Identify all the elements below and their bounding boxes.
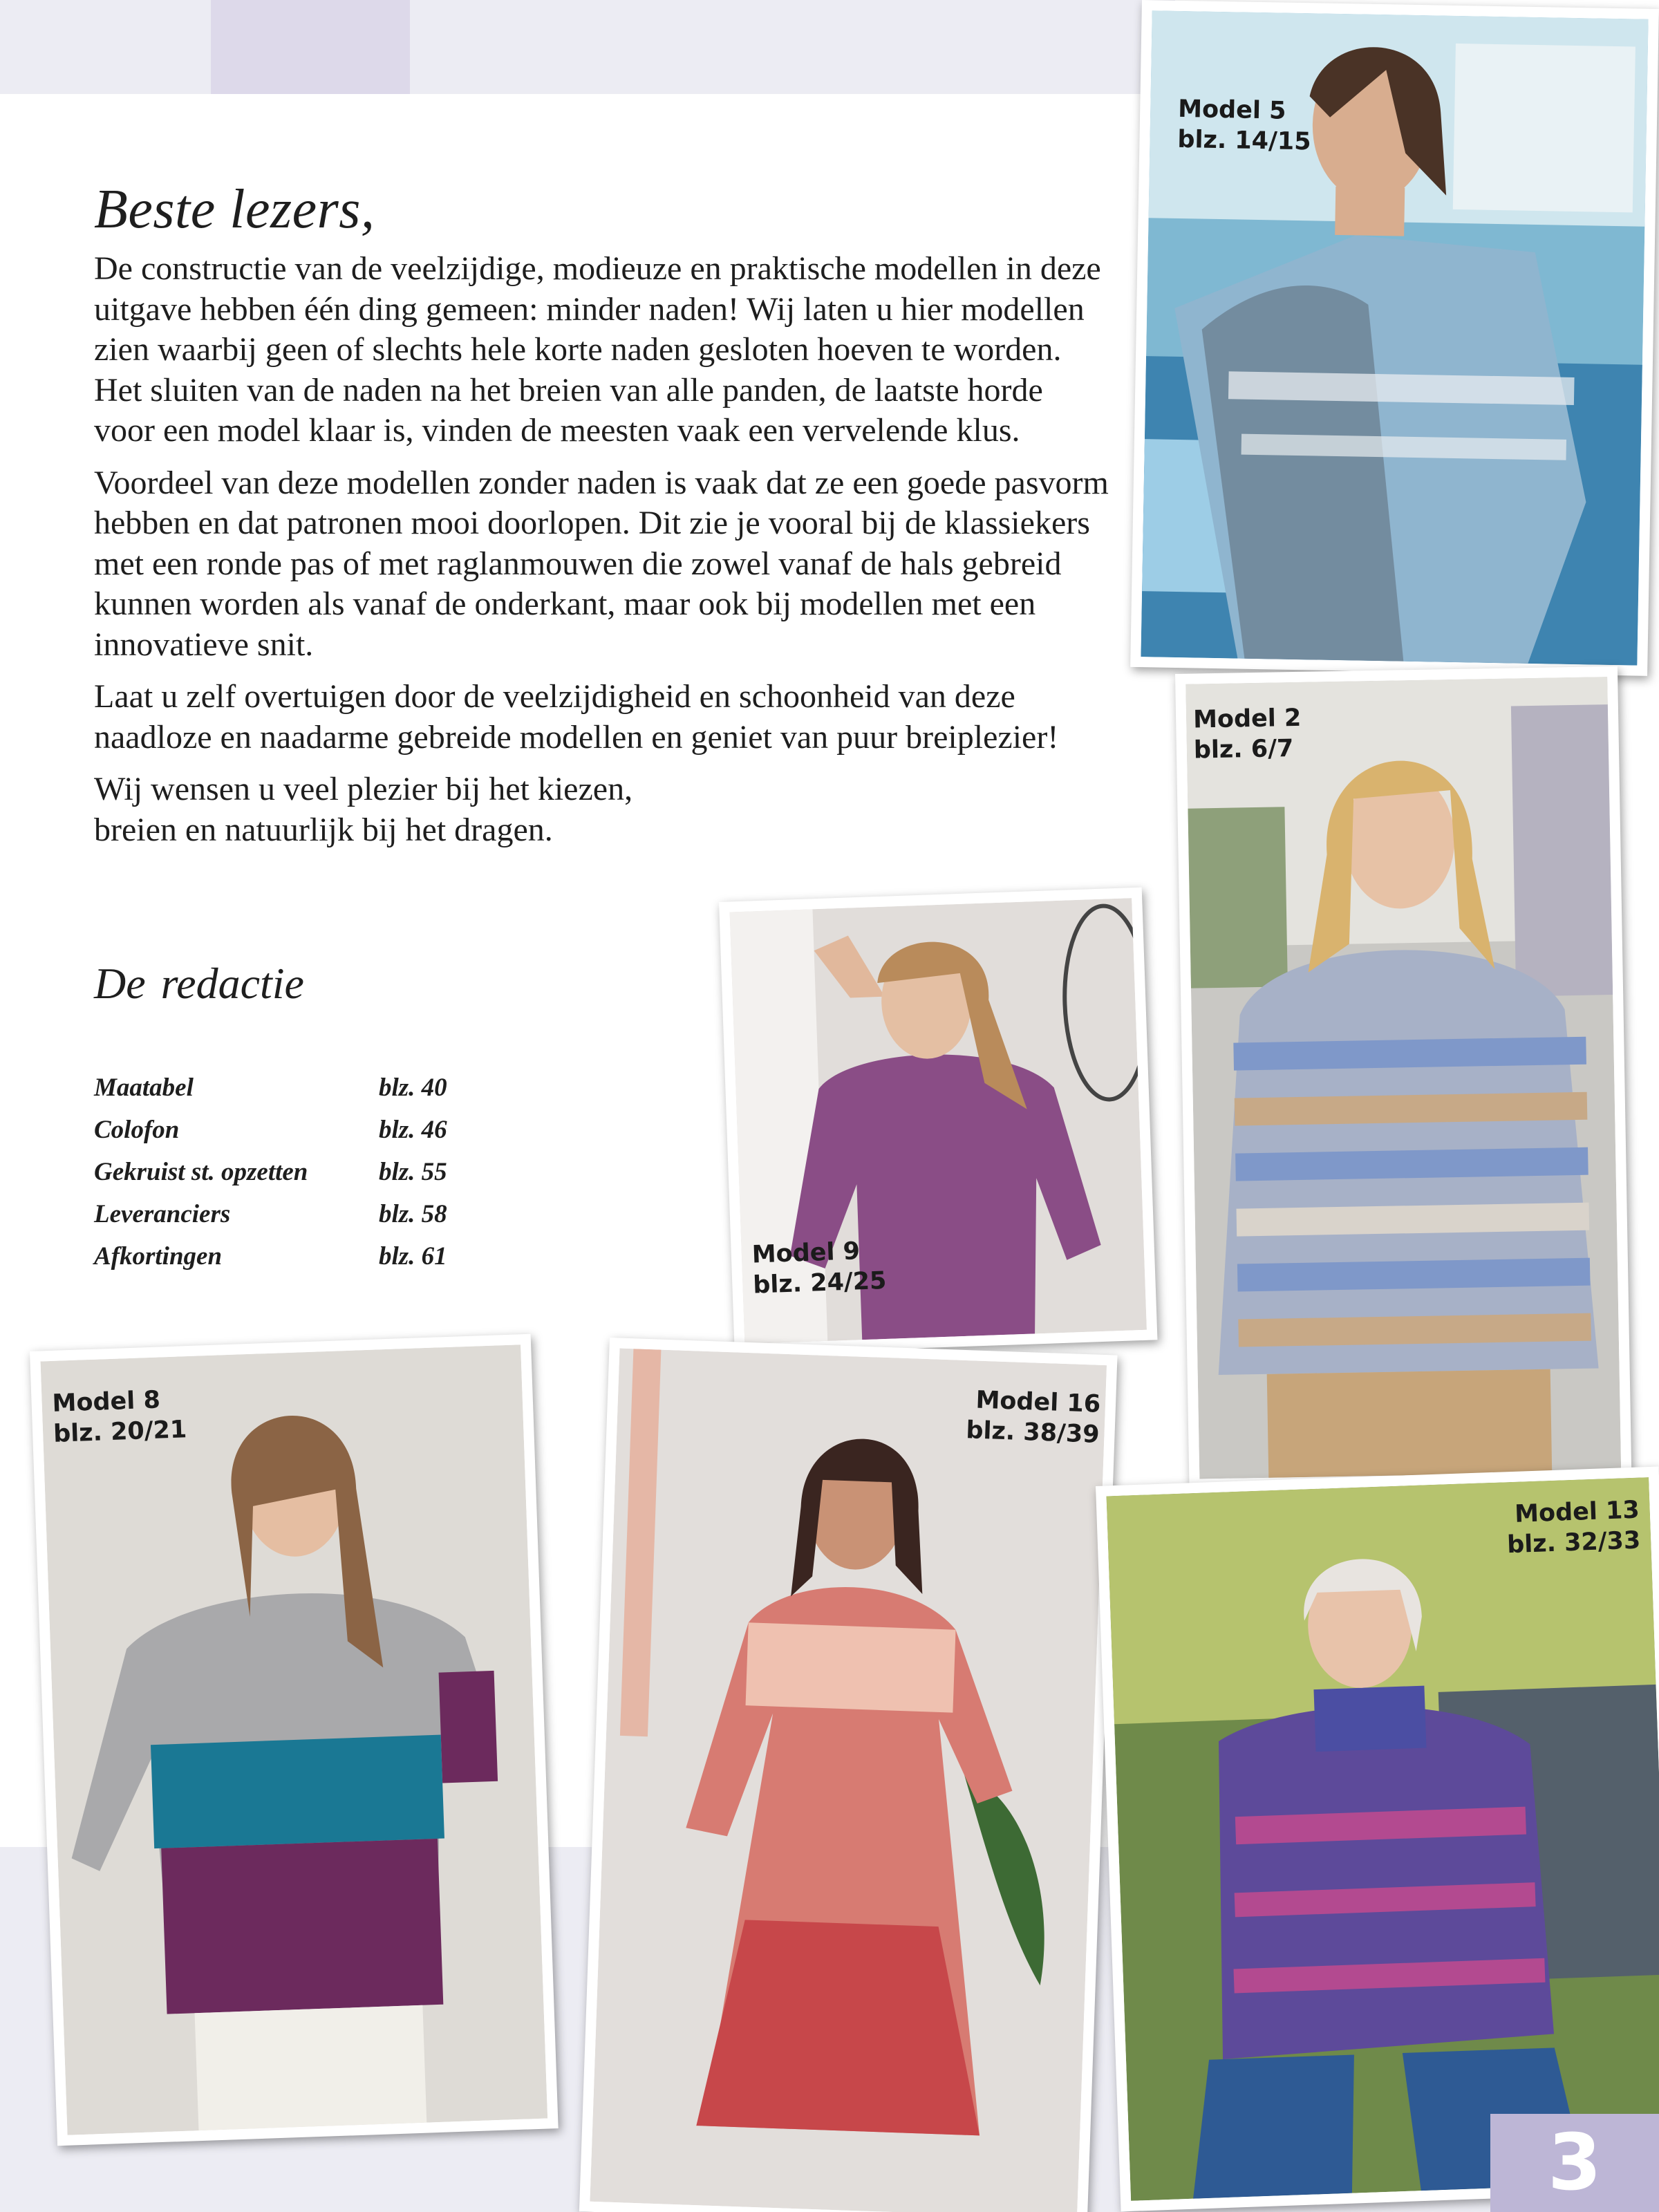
paragraph: De constructie van de veelzijdige, modieuze en praktische modellen in deze uitgave hebben één ding gemeen: minder naden! Wij laten u hier modellen zien waarbij geen of slechts hele korte naden gesloten hoeven te worden. Het sluiten van de naden na het breien van alle panden, de laatste horde voor een model klaar is, vinden de meesten vaak een vervelende klus. (94, 250, 1101, 449)
woman-red-dress-photo (590, 1349, 1107, 2212)
index-page: blz. 40 (379, 1074, 447, 1102)
model-label: Model 16 (975, 1386, 1101, 1418)
index-page: blz. 58 (379, 1200, 447, 1228)
paragraph: Voordeel van deze modellen zonder naden is vaak dat ze een goede pasvorm hebben en dat patronen mooi doorlopen. Dit zie je vooral bij de klassiekers met een ronde pas of met raglanmouwen die zowel vanaf de hals gebreid kunnen worden als vanaf de onderkant, maar ook bij modellen met een innovatieve snit. (94, 464, 1109, 663)
top-accent-block (211, 0, 410, 94)
photo-model-2[interactable] (1175, 666, 1631, 1490)
page-ref: blz. 14/15 (1177, 125, 1311, 156)
index-label: Maatabel (94, 1074, 194, 1102)
page-index (94, 1073, 447, 1284)
paragraph: Laat u zelf overtuigen door de veelzijdigheid en schoonheid van deze naadloze en naadarme gebreide modellen en geniet van puur breiplezier! (94, 678, 1059, 756)
index-row[interactable] (94, 1157, 447, 1199)
photo-caption (52, 1384, 187, 1450)
index-row[interactable] (94, 1115, 447, 1157)
index-label: Gekruist st. opzetten (94, 1158, 308, 1186)
intro-text (94, 249, 1110, 862)
index-row[interactable] (94, 1199, 447, 1241)
index-label: Colofon (94, 1116, 180, 1144)
page-ref: blz. 38/39 (965, 1416, 1100, 1449)
photo-model-13[interactable] (1096, 1467, 1659, 2212)
photo-model-5[interactable] (1130, 0, 1659, 676)
signature: De redactie (94, 959, 304, 1008)
photo-caption (966, 1385, 1101, 1450)
photo-model-8[interactable] (30, 1334, 559, 2146)
photo-caption (1506, 1495, 1641, 1561)
index-page: blz. 55 (379, 1158, 447, 1186)
page-ref: blz. 6/7 (1193, 735, 1294, 765)
photo-model-16[interactable] (579, 1338, 1118, 2212)
page-ref: blz. 20/21 (53, 1416, 187, 1448)
index-page: blz. 61 (379, 1242, 447, 1271)
model-label: Model 8 (51, 1386, 161, 1418)
photo-caption (1193, 703, 1302, 766)
model-label: Model 13 (1514, 1496, 1640, 1528)
index-row[interactable] (94, 1241, 447, 1284)
paragraph: Wij wensen u veel plezier bij het kiezen, breien en natuurlijk bij het dragen. (94, 771, 633, 848)
index-row[interactable] (94, 1073, 447, 1115)
woman-colorblock-sweater-photo (41, 1344, 548, 2135)
page-number-tab (1490, 2114, 1659, 2212)
photo-caption (1177, 94, 1312, 157)
index-label: Leveranciers (94, 1200, 231, 1228)
page-ref: blz. 32/33 (1506, 1526, 1641, 1559)
index-page: blz. 46 (379, 1116, 447, 1144)
woman-zigzag-poncho-photo (1107, 1477, 1659, 2201)
page-ref: blz. 24/25 (752, 1266, 888, 1300)
photo-caption (751, 1235, 887, 1301)
page-number: 3 (1548, 2118, 1602, 2208)
photo-model-9[interactable] (719, 888, 1157, 1355)
page-heading: Beste lezers, (94, 179, 375, 240)
model-label: Model 5 (1177, 95, 1286, 125)
index-label: Afkortingen (94, 1242, 223, 1271)
model-label: Model 9 (751, 1237, 861, 1269)
model-label: Model 2 (1192, 704, 1302, 734)
woman-striped-sweater-photo (1185, 677, 1621, 1479)
top-accent-band (0, 0, 1175, 94)
